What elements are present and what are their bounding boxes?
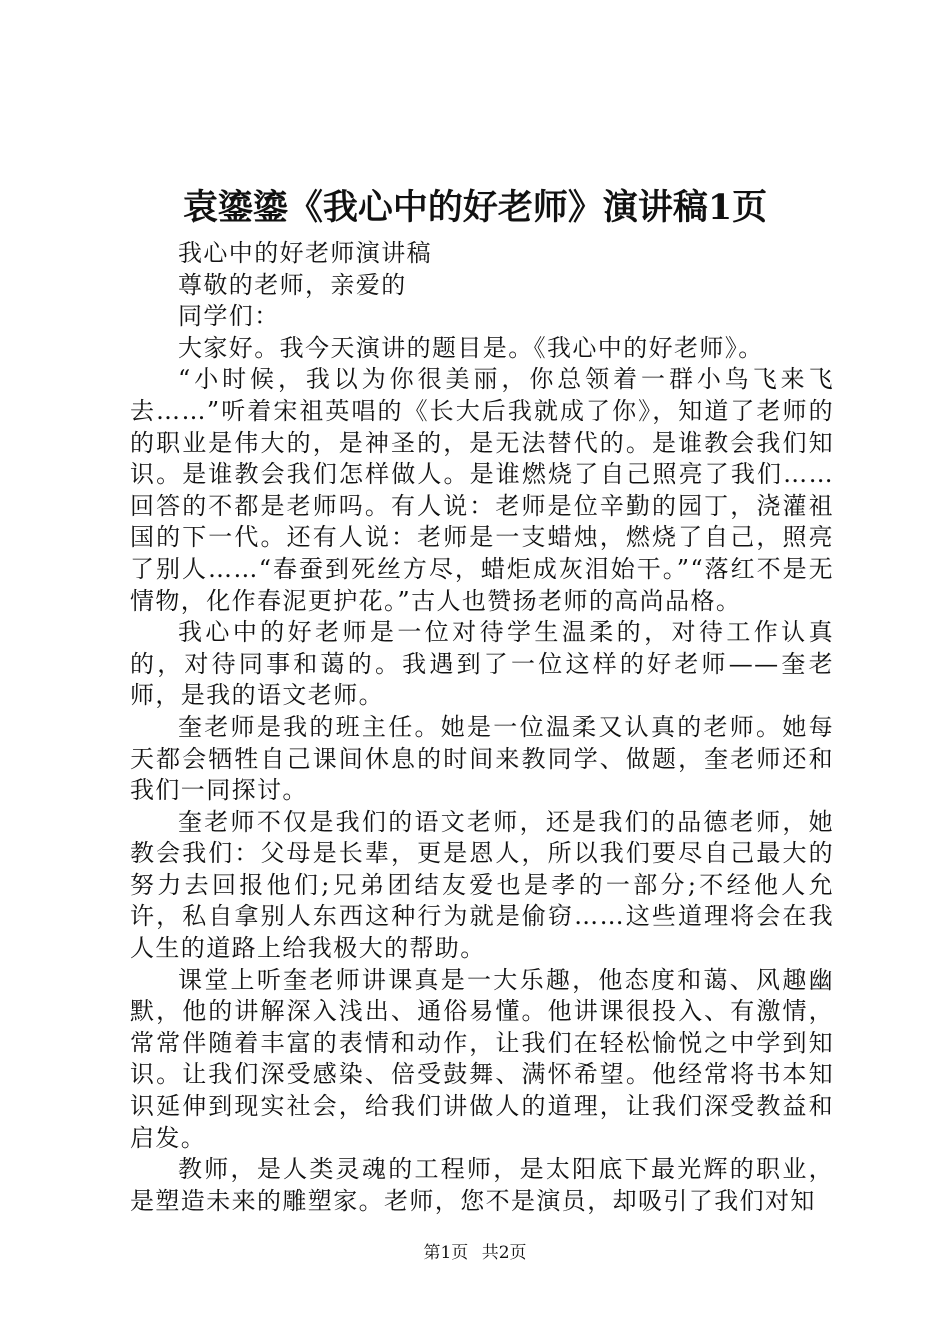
paragraph-greeting: 大家好。我今天演讲的题目是。《我心中的好老师》。 — [178, 333, 764, 362]
paragraph-body: 奎老师是我的班主任。她是一位温柔又认真的老师。她每天都会牺牲自己课间休息的时间来教同学、做题，奎老师还和我们一同探讨。 — [130, 712, 834, 805]
document-title: 袁鎏鎏《我心中的好老师》演讲稿1页 — [182, 187, 768, 228]
paragraph-body: “小时候，我以为你很美丽，你总领着一群小鸟飞来飞去……”听着宋祖英唱的《长大后我就成了你》，知道了老师的的职业是伟大的，是神圣的，是无法替代的。是谁教会我们知识。是谁教会我们怎样做人。是谁燃烧了自己照亮了我们……回答的不都是老师吗。有人说：老师是位辛勤的园丁，浇灌祖国的下一代。还有人说：老师是一支蜡烛，燃烧了自己，照亮了别人……“春蚕到死丝方尽，蜡炬成灰泪始干。”“落红不是无情物，化作春泥更护花。”古人也赞扬老师的高尚品格。 — [130, 365, 834, 615]
document-body — [130, 238, 834, 1217]
paragraph-salutation: 尊敬的老师，亲爱的 — [178, 270, 407, 299]
paragraph-body: 奎老师不仅是我们的语文老师，还是我们的品德老师，她教会我们：父母是长辈，更是恩人，所以我们要尽自己最大的努力去回报他们;兄弟团结友爱也是孝的一部分;不经他人允许，私自拿别人东西这种行为就是偷窃……这些道理将会在我人生的道路上给我极大的帮助。 — [130, 807, 834, 963]
paragraph-salutation-cont: 同学们： — [178, 302, 280, 331]
paragraph-body: 课堂上听奎老师讲课真是一大乐趣，他态度和蔼、风趣幽默，他的讲解深入浅出、通俗易懂。他讲课很投入、有激情，常常伴随着丰富的表情和动作，让我们在轻松愉悦之中学到知识。让我们深受感染、倍受鼓舞、满怀希望。他经常将书本知识延伸到现实社会，给我们讲做人的道理，让我们深受教益和启发。 — [130, 965, 834, 1152]
page-number: 第1页 — [423, 1243, 469, 1263]
paragraph-body: 教师，是人类灵魂的工程师，是太阳底下最光辉的职业，是塑造未来的雕塑家。老师，您不是演员，却吸引了我们对知 — [130, 1155, 834, 1215]
paragraph-subtitle: 我心中的好老师演讲稿 — [178, 239, 432, 267]
page-footer — [0, 1241, 950, 1265]
paragraph-body: 我心中的好老师是一位对待学生温柔的，对待工作认真的，对待同事和蔼的。我遇到了一位这样的好老师——奎老师，是我的语文老师。 — [130, 618, 834, 710]
page-total: 共2页 — [481, 1243, 527, 1263]
